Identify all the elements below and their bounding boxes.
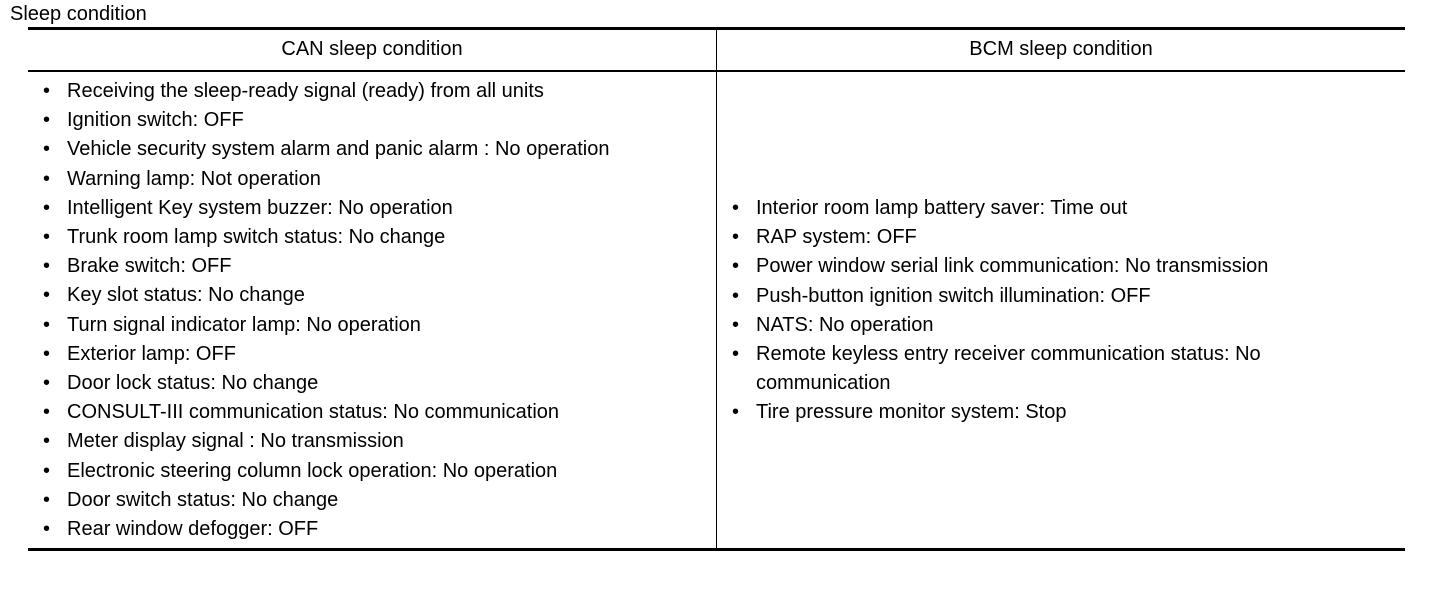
- bullet-icon: •: [43, 109, 51, 132]
- bcm-condition-list: [729, 194, 1397, 428]
- list-item: [40, 311, 710, 340]
- column-header-can: CAN sleep condition: [281, 38, 463, 60]
- bullet-icon: •: [43, 459, 51, 482]
- bullet-icon: •: [43, 430, 51, 453]
- bullet-icon: •: [43, 284, 51, 307]
- bullet-icon: •: [732, 255, 740, 278]
- list-item: [40, 486, 710, 515]
- bullet-icon: •: [43, 138, 51, 161]
- list-item: [40, 252, 710, 281]
- list-item-text: Meter display signal : No transmission: [67, 430, 404, 453]
- bullet-icon: •: [43, 342, 51, 365]
- list-item: [40, 340, 710, 369]
- list-item: [40, 457, 710, 486]
- bullet-icon: •: [43, 255, 51, 278]
- list-item-text: Power window serial link communication: No transmission: [756, 255, 1269, 278]
- list-item: [729, 398, 1397, 427]
- list-item: [40, 106, 710, 135]
- list-item-text: Push-button ignition switch illumination: OFF: [756, 284, 1151, 307]
- bullet-icon: •: [43, 372, 51, 395]
- list-item: [40, 369, 710, 398]
- list-item: [40, 515, 710, 544]
- column-divider: [716, 30, 717, 548]
- list-item: [40, 77, 710, 106]
- list-item-text: Door switch status: No change: [67, 488, 339, 511]
- list-item: [40, 427, 710, 456]
- bullet-icon: •: [732, 401, 740, 424]
- column-header-bcm: BCM sleep condition: [969, 38, 1153, 60]
- list-item: [729, 311, 1397, 340]
- bullet-icon: •: [43, 196, 51, 219]
- bullet-icon: •: [732, 343, 740, 366]
- bullet-icon: •: [732, 284, 740, 307]
- list-item: [40, 398, 710, 427]
- list-item-text: Key slot status: No change: [67, 284, 305, 307]
- bullet-icon: •: [732, 197, 740, 219]
- list-item-text: Electronic steering column lock operation: No operation: [67, 459, 558, 482]
- list-item-text: Tire pressure monitor system: Stop: [756, 401, 1067, 424]
- list-item: [40, 165, 710, 194]
- list-item: [40, 194, 710, 223]
- list-item-text: Intelligent Key system buzzer: No operation: [67, 196, 453, 219]
- list-item: [729, 340, 1366, 398]
- list-item: [729, 194, 1397, 223]
- bullet-icon: •: [43, 167, 51, 190]
- list-item-text: NATS: No operation: [756, 313, 934, 336]
- list-item-text: Ignition switch: OFF: [67, 109, 244, 132]
- list-item-text: Exterior lamp: OFF: [67, 342, 236, 365]
- list-item-text: Interior room lamp battery saver: Time out: [756, 197, 1128, 219]
- bullet-icon: •: [43, 518, 51, 541]
- list-item: [40, 223, 710, 252]
- list-item: [729, 223, 1397, 252]
- list-item-text: Receiving the sleep-ready signal (ready) from all units: [67, 80, 544, 102]
- list-item-text: CONSULT-III communication status: No communication: [67, 401, 560, 424]
- list-item: [729, 282, 1397, 311]
- list-item-text: Turn signal indicator lamp: No operation: [67, 313, 421, 336]
- list-item: [40, 135, 710, 164]
- list-item-text: Brake switch: OFF: [67, 255, 232, 278]
- bullet-icon: •: [43, 313, 51, 336]
- list-item: [40, 281, 710, 310]
- bullet-icon: •: [43, 488, 51, 511]
- list-item-text: Vehicle security system alarm and panic alarm : No operation: [67, 138, 610, 161]
- list-item-text: Warning lamp: Not operation: [67, 167, 321, 190]
- list-item-text: Rear window defogger: OFF: [67, 518, 319, 541]
- list-item-text: Trunk room lamp switch status: No change: [67, 226, 446, 249]
- bullet-icon: •: [43, 226, 51, 249]
- list-item-text: Remote keyless entry receiver communication status: No communication: [756, 343, 1261, 395]
- list-item-text: Door lock status: No change: [67, 372, 319, 395]
- list-item: [729, 252, 1397, 281]
- can-condition-list: [40, 77, 710, 544]
- caption: Sleep condition: [10, 3, 147, 25]
- sleep-condition-table: [28, 27, 1405, 551]
- bullet-icon: •: [43, 401, 51, 424]
- bullet-icon: •: [732, 226, 740, 249]
- bullet-icon: •: [732, 313, 740, 336]
- bullet-icon: •: [43, 80, 51, 102]
- list-item-text: RAP system: OFF: [756, 226, 917, 249]
